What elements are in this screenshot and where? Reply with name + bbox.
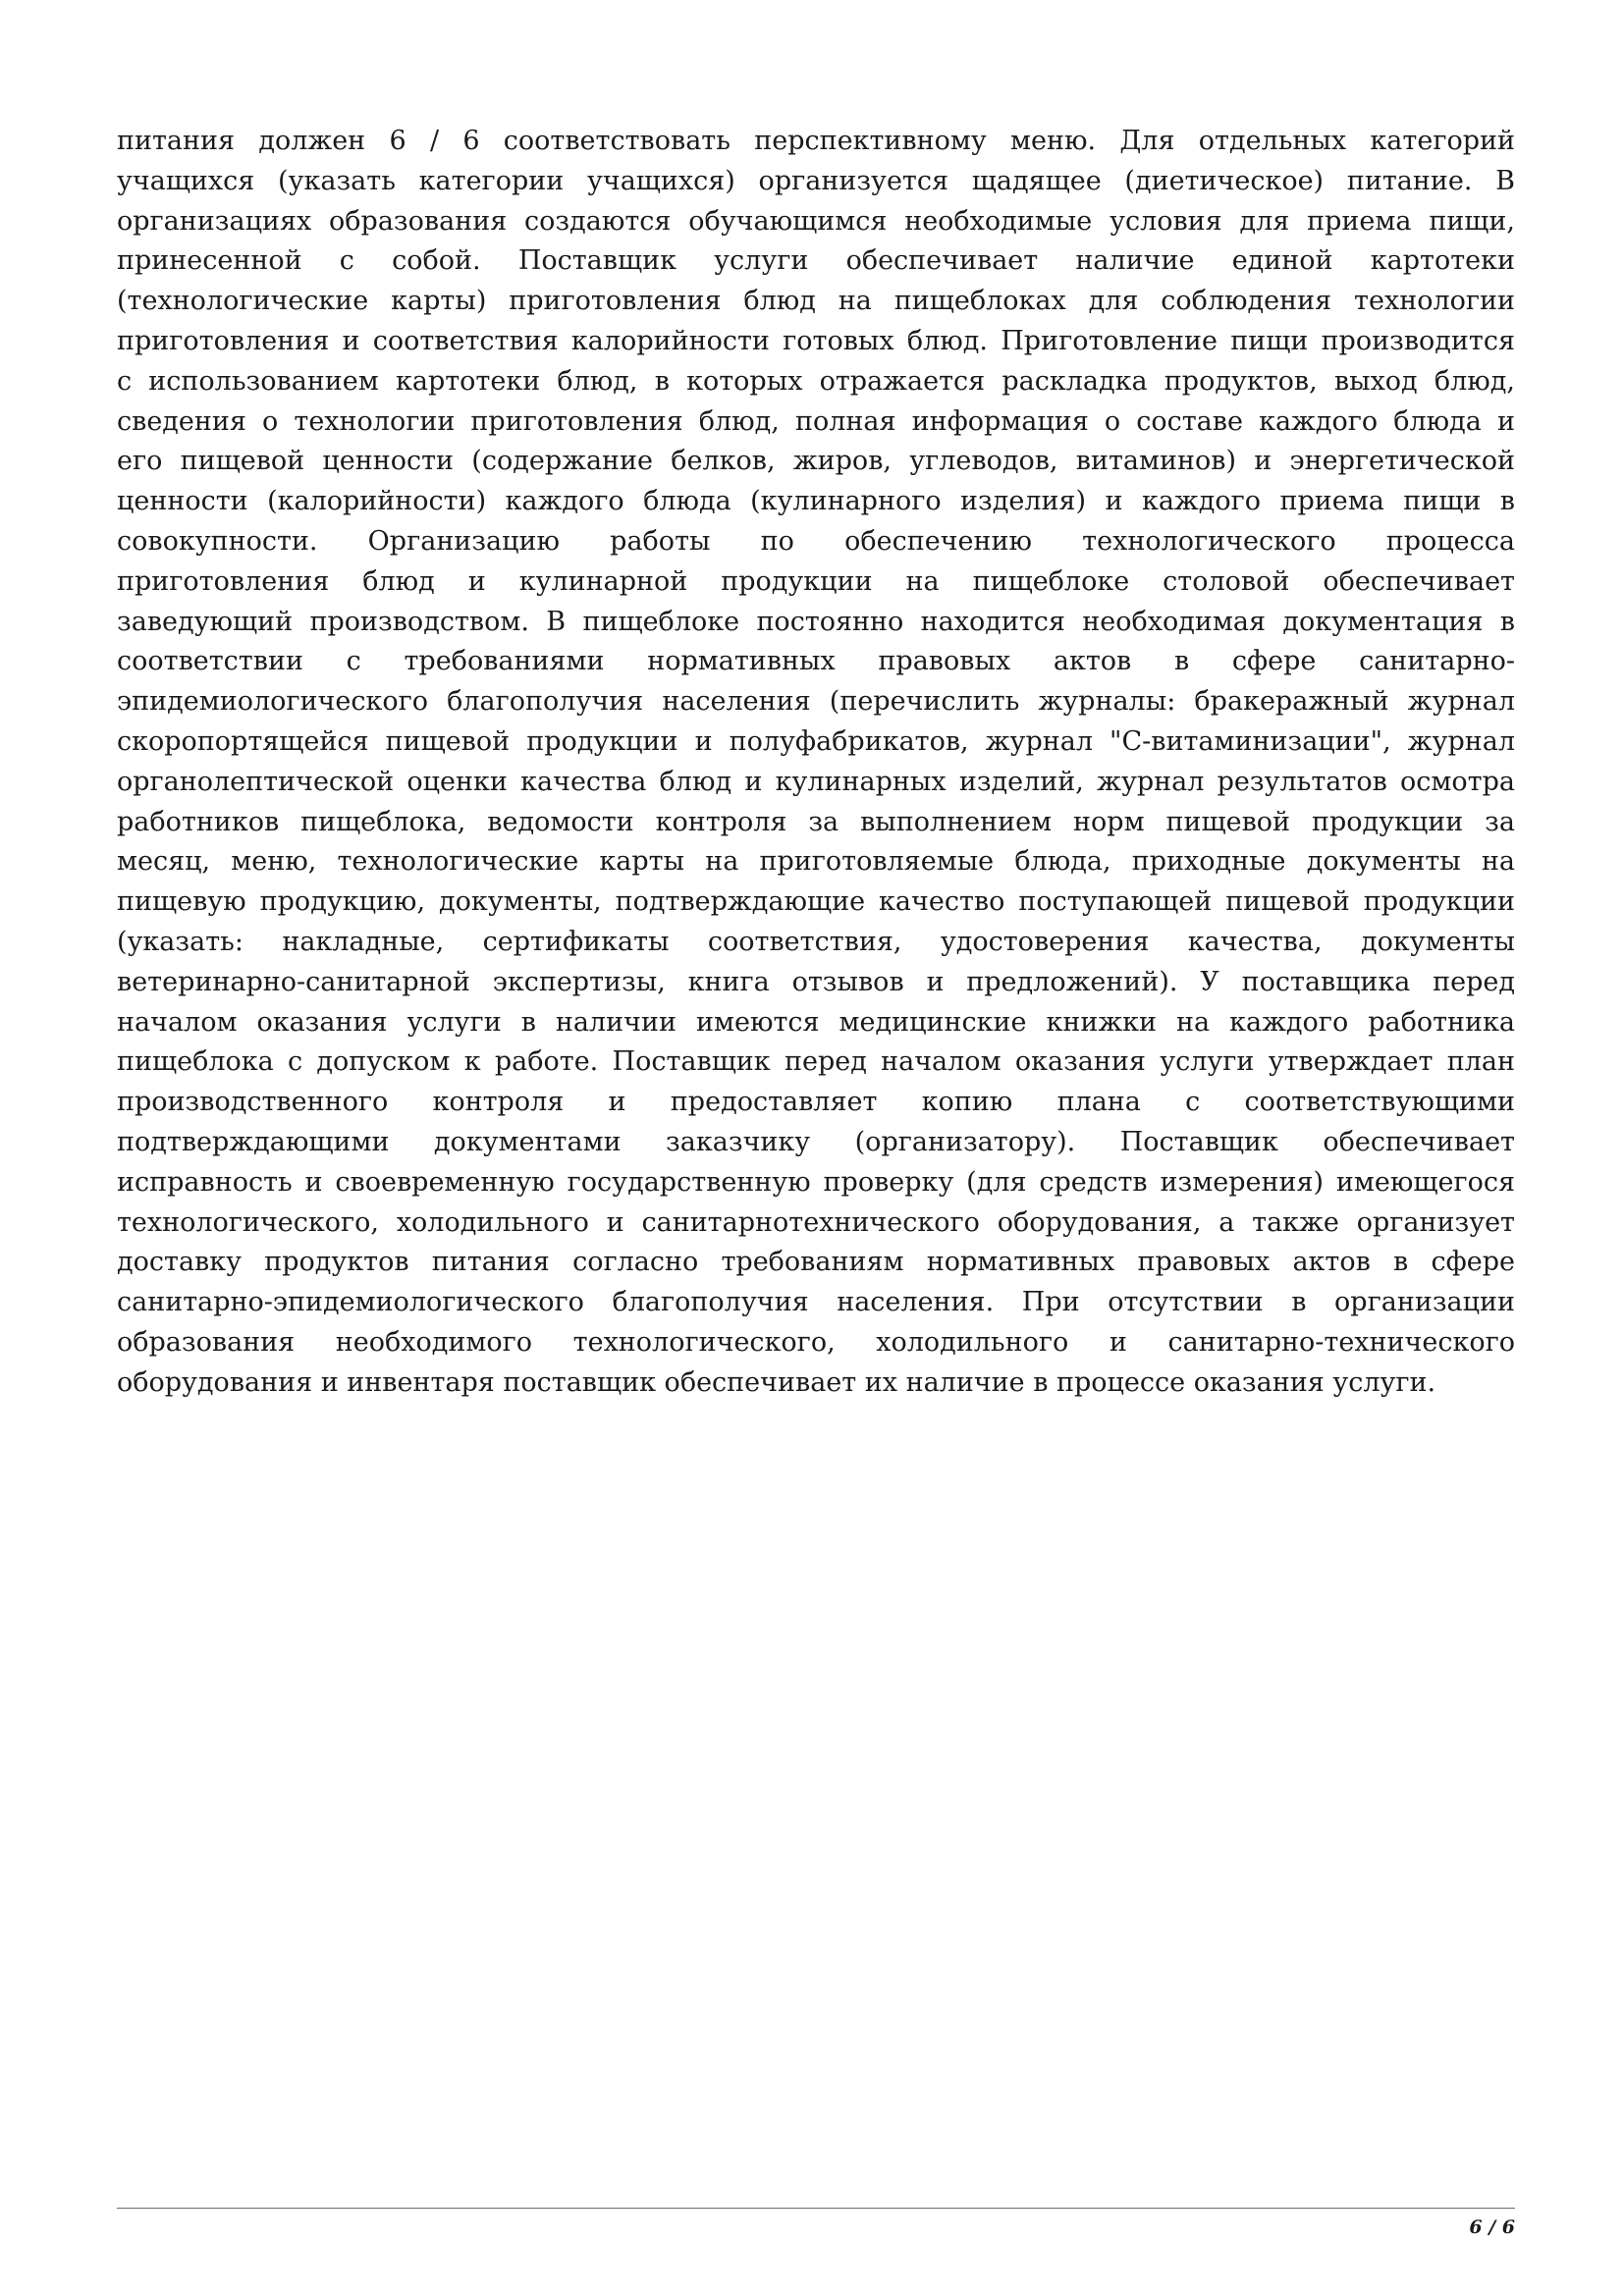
text-line: месяц, меню, технологические карты на приготовляемые блюда, приходные документы на (117, 846, 1515, 878)
page-number: 6 / 6 (1469, 2216, 1515, 2238)
text-line: (указать: накладные, сертификаты соответствия, удостоверения качества, документы (117, 926, 1515, 957)
text-line: пищеблока с допуском к работе. Поставщик перед началом оказания услуги утверждает план (117, 1046, 1515, 1078)
text-line: образования необходимого технологического, холодильного и санитарно-технического (117, 1326, 1515, 1358)
text-line: (технологические карты) приготовления блюд на пищеблоках для соблюдения технологии (117, 286, 1515, 317)
text-line: оборудования и инвентаря поставщик обеспечивает их наличие в процессе оказания услуги. (117, 1366, 1436, 1398)
text-line: доставку продуктов питания согласно требованиям нормативных правовых актов в сфере (117, 1247, 1515, 1278)
text-line: ценности (калорийности) каждого блюда (кулинарного изделия) и каждого приема пищи в (117, 486, 1515, 517)
text-line: скоропортящейся пищевой продукции и полуфабрикатов, журнал "С-витаминизации", журнал (117, 725, 1515, 757)
text-line: учащихся (указать категории учащихся) организуется щадящее (диетическое) питание. В (117, 165, 1515, 196)
text-line: подтверждающими документами заказчику (организатору). Поставщик обеспечивает (117, 1126, 1515, 1157)
text-line: питания должен 6 / 6 соответствовать перспективному меню. Для отдельных категорий (117, 126, 1515, 156)
text-line: с использованием картотеки блюд, в которых отражается раскладка продуктов, выход блюд, (117, 365, 1515, 397)
text-line: технологического, холодильного и санитарнотехнического оборудования, а также организует (117, 1206, 1515, 1238)
text-line: заведующий производством. В пищеблоке постоянно находится необходимая документация в (117, 606, 1515, 637)
text-line: приготовления блюд и кулинарной продукции на пищеблоке столовой обеспечивает (117, 565, 1515, 597)
text-line: соответствии с требованиями нормативных правовых актов в сфере санитарно- (117, 646, 1515, 677)
text-line: эпидемиологического благополучия населения (перечислить журналы: бракеражный журнал (117, 686, 1515, 718)
text-line: пищевую продукцию, документы, подтверждающие качество поступающей пищевой продукции (117, 886, 1515, 918)
footer-divider (117, 2208, 1515, 2209)
text-line: органолептической оценки качества блюд и кулинарных изделий, журнал результатов осмотра (117, 766, 1515, 797)
document-body (117, 122, 1515, 1404)
text-line: сведения о технологии приготовления блюд, полная информация о составе каждого блюда и (117, 405, 1515, 437)
text-line: началом оказания услуги в наличии имеются медицинские книжки на каждого работника (117, 1006, 1515, 1038)
text-line: ветеринарно-санитарной экспертизы, книга отзывов и предложений). У поставщика перед (117, 966, 1515, 997)
text-line: организациях образования создаются обучающимся необходимые условия для приема пищи, (117, 205, 1515, 237)
text-line: работников пищеблока, ведомости контроля за выполнением норм пищевой продукции за (117, 806, 1515, 837)
text-line: приготовления и соответствия калорийности готовых блюд. Приготовление пищи производится (117, 325, 1515, 356)
text-line: его пищевой ценности (содержание белков, жиров, углеводов, витаминов) и энергетической (117, 446, 1515, 477)
text-line: производственного контроля и предоставляет копию плана с соответствующими (117, 1087, 1515, 1118)
text-line: совокупности. Организацию работы по обеспечению технологического процесса (117, 525, 1515, 557)
text-line: санитарно-эпидемиологического благополучия населения. При отсутствии в организации (117, 1287, 1515, 1318)
text-line: исправность и своевременную государственную проверку (для средств измерения) имеющегося (117, 1166, 1515, 1198)
text-line: принесенной с собой. Поставщик услуги обеспечивает наличие единой картотеки (117, 245, 1515, 277)
